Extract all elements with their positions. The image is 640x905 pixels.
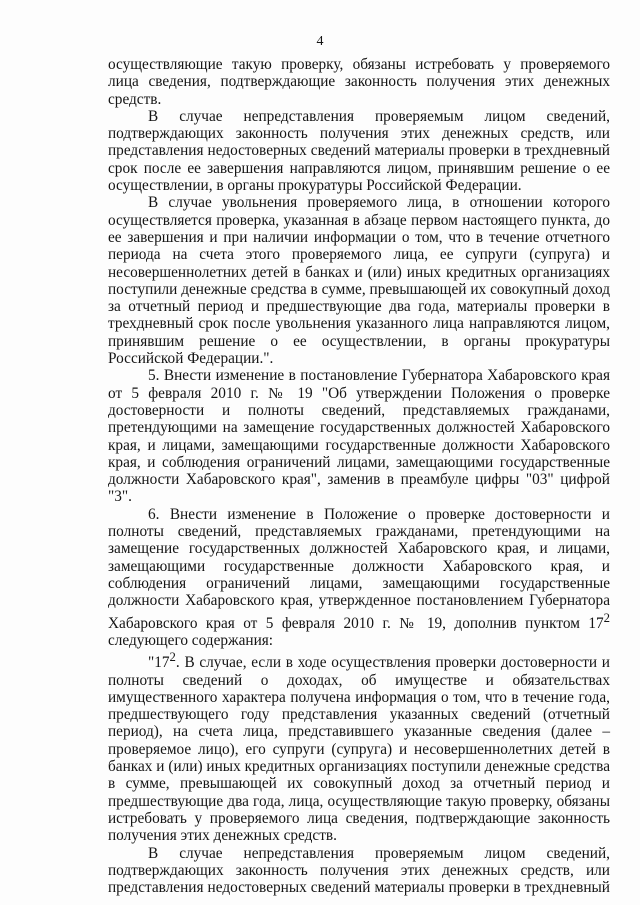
paragraph-prosecution-referral: В случае непредставления проверяемым лицом сведений, подтверждающих законность получения этих денежных средств, или представления недостоверных сведений материалы проверки в трехдневный срок после ее завершения направляются лицом, принявшим решение о ее осуществлении, в органы прокуратуры Российской Федерации.: [108, 107, 610, 195]
clause-17-2-number: "17: [148, 654, 170, 672]
clause-17-2-superscript: 2: [169, 650, 176, 665]
paragraph-dismissal-case: В случае увольнения проверяемого лица, в отношении которого осуществляется проверка, указанная в абзаце первом настоящего пункта, до ее завершения и при наличии информации о том, что в течение отчетного периода на счета этого проверяемого лица, ее супруги (супруга) и несовершеннолетних детей в банках и (или) иных кредитных организациях поступили денежные средства в сумме, превышающей их совокупный доход за отчетный период и предшествующие два года, материалы проверки в трехдневный срок после увольнения указанного лица направляются лицом, принявшим решение о ее осуществлении, в органы прокуратуры Российской Федерации.".: [108, 194, 610, 368]
item-6-text-end: следующего содержания:: [108, 631, 274, 649]
document-body: [108, 56, 610, 896]
paragraph-continuation: осуществляющие такую проверку, обязаны истребовать у проверяемого лица сведения, подтверждающие законность получения этих денежных средств.: [108, 56, 610, 108]
paragraph-item-6: [108, 506, 610, 649]
item-6-superscript: 2: [603, 610, 610, 625]
clause-17-2-text: . В случае, если в ходе осуществления проверки достоверности и полноты сведений о доходах, об имуществе и обязательствах имущественного характера получена информация о том, что в течение года, предшествующего году представления указанных сведений (отчетный период), на счета лица, представившего указанные сведения (далее – проверяемое лицо), его супруги (супруга) и несовершеннолетних детей в банках и (или) иных кредитных организациях поступили денежные средства в сумме, превышающей их совокупный доход за отчетный период и предшествующие два года, лица, осуществляющие такую проверку, обязаны истребовать у проверяемого лица сведения, подтверждающие законность получения этих денежных средств.: [108, 654, 610, 845]
paragraph-item-5: 5. Внести изменение в постановление Губернатора Хабаровского края от 5 февраля 2010 г. № 19 "Об утверждении Положения о проверке достоверности и полноты сведений, представляемых гражданами, претендующими на замещение государственных должностей Хабаровского края, и лицами, замещающими государственные должности Хабаровского края, и соблюдения ограничений лицами, замещающими государственные должности Хабаровского края", заменив в преамбуле цифры "03" цифрой "3".: [108, 367, 610, 506]
item-6-text: 6. Внести изменение в Положение о проверке достоверности и полноты сведений, представляемых гражданами, претендующими на замещение государственных должностей Хабаровского края, и лицами, замещающими государственные должности Хабаровского края, и соблюдения ограничений лицами, замещающими государственные должности Хабаровского края, утвержденное постановлением Губернатора Хабаровского края от 5 февраля 2010 г. № 19, дополнив пунктом 17: [108, 505, 610, 632]
paragraph-final-partial: В случае непредставления проверяемым лицом сведений, подтверждающих законность получения этих денежных средств, или представления недостоверных сведений материалы проверки в трехдневный: [108, 844, 610, 897]
paragraph-clause-17-2: [108, 649, 610, 844]
page-number: 4: [316, 34, 324, 49]
